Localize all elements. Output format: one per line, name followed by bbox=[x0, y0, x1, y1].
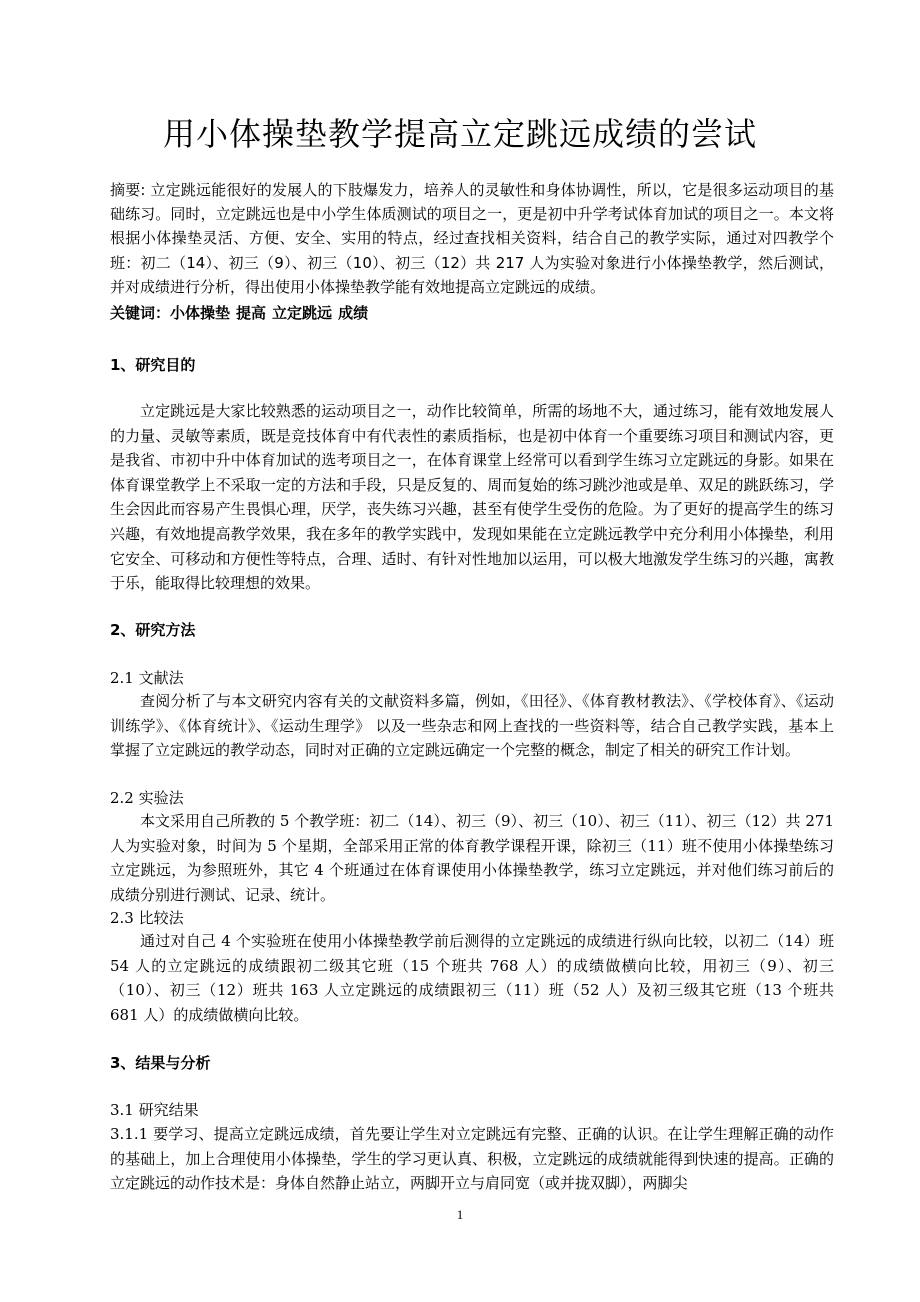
subsection-paragraph-literature: 查阅分析了与本文研究内容有关的文献资料多篇，例如，《田径》、《体育教材教法》、《学校体育》、《运动训练学》、《体育统计》、《运动生理学》 以及一些杂志和网上查找的一些资料等，结合自己教学实践，基本上掌握了立定跳远的教学动态，同时对正确的立定跳远确定一个完整的概念，制定了相关的研究工作计划。 bbox=[110, 692, 834, 760]
subsection-paragraph-experiment: 本文采用自己所教的 5 个教学班：初二（14）、初三（9）、初三（10）、初三（11）、初三（12）共 271 人为实验对象，时间为 5 个星期，全部采用正常的体育教学课程开课，除初三（11）班不使用小体操垫练习立定跳远，为参照班外，其它 4 个班通过在体育课使用小体操垫教学，练习立定跳远，并对他们练习前后的成绩分别进行测试、记录、统计。 bbox=[110, 812, 834, 904]
abstract: 摘要: 立定跳远能很好的发展人的下肢爆发力，培养人的灵敏性和身体协调性，所以，它是很多运动项目的基础练习。同时，立定跳远也是中小学生体质测试的项目之一，更是初中升学考试体育加试的项目之一。本文将根据小体操垫灵活、方便、安全、实用的特点，经过查找相关资料，结合自己的教学实际，通过对四教学个班：初二（14）、初三（9）、初三（10）、初三（12）共 217 人为实验对象进行小体操垫教学，然后测试，并对成绩进行分析，得出使用小体操垫教学能有效地提高立定跳远的成绩。 bbox=[110, 181, 834, 296]
keyword: 提高 bbox=[236, 304, 267, 322]
page-number: 1 bbox=[456, 1207, 464, 1222]
keyword: 小体操垫 bbox=[170, 304, 231, 322]
keywords-label: 关键词： bbox=[110, 304, 171, 322]
subsection-title-results: 3.1 研究结果 bbox=[110, 1101, 199, 1119]
subsection-title-comparison: 2.3 比较法 bbox=[110, 909, 184, 927]
section-paragraph-purpose: 立定跳远是大家比较熟悉的运动项目之一，动作比较简单，所需的场地不大，通过练习，能有效地发展人的力量、灵敏等素质，既是竞技体育中有代表性的素质指标，也是初中体育一个重要练习项目和测试内容，更是我省、市初中升中体育加试的选考项目之一，在体育课堂上经常可以看到学生练习立定跳远的身影。如果在体育课堂教学上不采取一定的方法和手段，只是反复的、周而复始的练习跳沙池或是单、双足的跳跃练习，学生会因此而容易产生畏惧心理，厌学，丧失练习兴趣，甚至有使学生受伤的危险。为了更好的提高学生的练习兴趣，有效地提高教学效果，我在多年的教学实践中，发现如果能在立定跳远教学中充分利用小体操垫，利用它安全、可移动和方便性等特点，合理、适时、有针对性地加以运用，可以极大地激发学生练习的兴趣，寓教于乐，能取得比较理想的效果。 bbox=[110, 402, 834, 593]
keyword: 成绩 bbox=[338, 304, 369, 322]
keywords bbox=[110, 301, 374, 325]
section-heading-purpose: 1、研究目的 bbox=[110, 356, 196, 374]
section-heading-results: 3、结果与分析 bbox=[110, 1054, 211, 1072]
subsection-paragraph-comparison: 通过对自己 4 个实验班在使用小体操垫教学前后测得的立定跳远的成绩进行纵向比较，以初二（14）班 54 人的立定跳远的成绩跟初二级其它班（15 个班共 768 人）的成绩做横向比较，用初三（9）、初三（10）、初三（12）班共 163 人立定跳远的成绩跟初三（11）班（52 人）及初三级其它班（13 个班共 681 人）的成绩做横向比较。 bbox=[110, 932, 834, 1024]
section-heading-methods: 2、研究方法 bbox=[110, 621, 196, 639]
page-title: 用小体操垫教学提高立定跳远成绩的尝试 bbox=[162, 115, 757, 153]
subsection-title-literature: 2.1 文献法 bbox=[110, 669, 184, 687]
subsection-title-experiment: 2.2 实验法 bbox=[110, 789, 184, 807]
keyword: 立定跳远 bbox=[272, 304, 333, 322]
subsection-paragraph-results: 3.1.1 要学习、提高立定跳远成绩，首先要让学生对立定跳远有完整、正确的认识。在让学生理解正确的动作的基础上，加上合理使用小体操垫，学生的学习更认真、积极，立定跳远的成绩就能得到快速的提高。正确的立定跳远的动作技术是：身体自然静止站立，两脚开立与肩同宽（或并拢双脚），两脚尖 bbox=[110, 1125, 834, 1193]
